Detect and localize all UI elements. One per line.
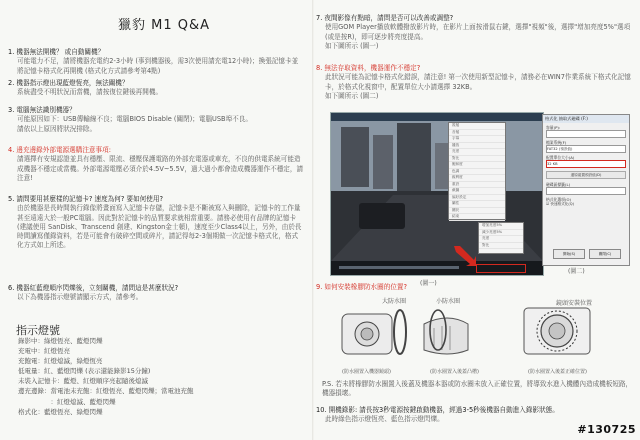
legend-row: 充電中：紅燈恆亮 xyxy=(18,347,70,356)
options-label: 格式化選項(O) xyxy=(546,197,571,202)
indicator-legend xyxy=(18,336,194,417)
menu-item[interactable]: 增加亮度5% xyxy=(479,223,523,230)
checkbox-icon[interactable]: ☑ xyxy=(546,202,550,206)
menu-item[interactable]: 結束 xyxy=(449,214,505,221)
answer-2: 系統盡受不明狀況而當機，請按復位鍵後再開機。 xyxy=(17,88,163,97)
step-caption-1: (防水圈置入機器鏡頭) xyxy=(342,369,391,375)
answer-3-a: 可能原因如下：USB傳輸線不良；電腦BIOS Disable (關閉)；電腦USB埠不良。 xyxy=(17,115,252,124)
page-title: 獵豹 M1 Q&A xyxy=(118,18,211,33)
submenu[interactable] xyxy=(478,222,524,254)
menu-item[interactable]: 銳利度 xyxy=(449,175,505,182)
big-ring-label: 大防水圈 xyxy=(382,298,407,305)
menu-item[interactable]: 色調 xyxy=(449,169,505,176)
small-ring-label: 小防水圈 xyxy=(436,298,461,305)
menu-item[interactable]: 字幕 xyxy=(449,136,505,143)
menu-item[interactable]: 對比 xyxy=(479,243,523,250)
figure-1-caption: (圖一) xyxy=(420,280,437,287)
menu-item[interactable]: 截圖 xyxy=(449,188,505,195)
close-button[interactable]: 關閉(C) xyxy=(589,249,621,259)
qa-item-7 xyxy=(316,14,634,51)
capacity-select[interactable] xyxy=(546,130,626,138)
menu-item[interactable]: 重設 xyxy=(449,182,505,189)
page-fold xyxy=(312,0,314,440)
question-9: 9. 如何安裝橡膠防水圈的位置? xyxy=(316,283,408,291)
ps-text: P.S. 若未將橡膠防水圈置入後蓋及機器本器或防水圈未放入正確位置，將導致水進入機體內造成機板短路，機器損壞。 xyxy=(322,380,633,398)
qa-item-6 xyxy=(8,284,304,303)
answer-1: 可能電力不足，請將機器充電約2-3小時 (事到機器後，需3次使用請充電12小時)；換張記憶卡並將記憶卡格式化再開機 (格式化方式請參考第4點) xyxy=(17,57,299,75)
highlight-box xyxy=(476,264,526,273)
question-4: 4. 邊充邊錄外部電源選購注意事項: xyxy=(8,146,111,154)
camera-body-3 xyxy=(524,308,590,354)
unit-select[interactable]: 32 KB xyxy=(546,160,626,168)
menu-item[interactable]: 亮度 xyxy=(479,236,523,243)
answer-8-b: 如下圖所示 (圖二) xyxy=(325,91,379,100)
big-ring xyxy=(394,310,406,354)
legend-row: 格式化：藍燈恆亮、綠燈閃爍 xyxy=(18,407,103,416)
ps-note xyxy=(322,380,634,399)
qa-item-8 xyxy=(316,64,634,101)
qa-item-5 xyxy=(8,195,304,251)
waterproof-ring-diagram xyxy=(338,300,638,368)
menu-item[interactable]: 屬性 xyxy=(449,201,505,208)
menu-item[interactable]: 飽和度 xyxy=(449,162,505,169)
menu-item[interactable]: 亮度 xyxy=(449,149,505,156)
qa-item-2 xyxy=(8,79,304,98)
menu-item[interactable]: 偏好設定 xyxy=(449,195,505,202)
answer-10: 此時綠色指示燈恆亮、藍色指示燈閃爍。 xyxy=(325,415,444,424)
question-6: 6. 機器紅藍燈順序閃爍後，立刻關機，請問這是甚麼狀況? xyxy=(8,284,179,292)
legend-row: 錄影中：綠燈恆亮、藍燈閃爍 xyxy=(18,337,103,345)
qa-item-1 xyxy=(8,48,304,76)
qa-item-9 xyxy=(316,283,634,292)
legend-row: ：紅燈熄滅、藍燈閃爍 xyxy=(18,397,116,406)
volume-label-input[interactable] xyxy=(546,187,626,195)
answer-4: 請選擇有安規認證並具有穩壓、限流、穩壓保護電路的外部充電器或車充，不良的供電系統可能造成機器不穩定或當機。外部電源電壓必須介於4.5V~5.5V，過大過小都會造成機器運作不穩定，請注意! xyxy=(17,155,304,182)
answer-7-b: 如下圖所示 (圖一) xyxy=(325,41,379,50)
question-10: 10. 開機錄影: 請長按3秒電源按鍵啟動機器，經過3-5秒後機器自動進入錄影狀態。 xyxy=(316,406,559,414)
qa-item-3 xyxy=(8,106,304,134)
legend-row: 充飽電：紅燈熄滅，綠燈恆亮 xyxy=(18,357,103,366)
answer-6: 以下為機器指示燈號請顯示方式，請參考。 xyxy=(17,293,143,302)
menu-item[interactable]: 視頻 xyxy=(449,123,505,130)
indicator-legend-title: 指示燈號 xyxy=(16,324,60,337)
fs-select[interactable]: FAT32 (預設值) xyxy=(546,145,626,153)
quick-format-label: 快速格式化(Q) xyxy=(550,202,574,206)
start-button[interactable]: 開始(S) xyxy=(553,249,585,259)
fs-label: 檔案系統(F) xyxy=(546,140,567,145)
menu-item[interactable]: 減少亮度5% xyxy=(479,230,523,237)
figure-2-caption: (圖二) xyxy=(568,268,585,275)
label-label: 磁碟區標籤(L) xyxy=(546,182,571,187)
dialog-title: 格式化 抽取式磁碟 (F:) xyxy=(543,115,629,123)
legend-row: 低電量：紅、藍燈閃爍 (表示還能錄影15分鐘) xyxy=(18,367,151,376)
menu-item[interactable]: 播放 xyxy=(449,143,505,150)
question-3: 3. 電腦無法識別機器？ xyxy=(8,106,76,114)
legend-row: 邊充邊錄：當電池未充飽：紅燈恆亮、藍燈閃爍；當電池充飽 xyxy=(18,387,194,396)
question-8: 8. 無法存取資料，機器運作不穩定? xyxy=(316,64,421,72)
step-caption-3: (防水圈置入後蓋正確位置) xyxy=(528,369,587,375)
image-id-badge: #130725 xyxy=(577,423,636,436)
camera-body-1 xyxy=(342,314,392,354)
restore-button[interactable]: 還原裝置預設值(D) xyxy=(546,171,626,179)
lens-position-label: 鏡頭安裝位置 xyxy=(556,300,593,307)
unit-label: 配置單位大小(A) xyxy=(546,155,575,160)
question-7: 7. 夜間影像有點暗，請問是否可以改善或調整? xyxy=(316,14,454,22)
question-1: 1. 機器無法開機？ 或自動關機？ xyxy=(8,48,105,56)
red-arrow-icon xyxy=(452,244,478,268)
answer-7-a: 使用GOM Player播放軟體撥放影片時，在影片上面按滑鼠右鍵，選擇"視頻"後，選擇"增加亮度5%"選項 (或是按R)，即可逐步將亮度提高。 xyxy=(325,23,631,41)
question-2: 2. 機器指示燈出現藍燈恆亮，無法關機？ xyxy=(8,79,129,87)
qa-item-4 xyxy=(8,146,304,183)
menu-item[interactable]: 音頻 xyxy=(449,130,505,137)
question-5: 5. 請問要用甚麼樣的記憶卡? 速度為何? 要如何使用? xyxy=(8,195,163,203)
menu-item[interactable]: 關於 xyxy=(449,208,505,215)
step-caption-2: (防水圈置入後蓋凸槽) xyxy=(430,369,479,375)
menu-item[interactable]: 對比 xyxy=(449,156,505,163)
format-dialog xyxy=(542,114,630,266)
qa-item-10 xyxy=(316,406,634,425)
legend-row: 未裝入記憶卡：藍燈、紅燈順序亮起隨後熄滅 xyxy=(18,377,148,386)
answer-5: 由於機器是長時間執行錄像將畫面寫入記憶卡存儲，記憶卡是不斷被寫入與刪除，記憶卡的工作量甚至遠遠大於一般PC電腦。因此對於記憶卡的品質要求就相當重要。請務必使用有品牌的記憶卡 (建議使用 SanDisk、Transcend 創建、Kingston金士頓)，速度至少Class4以上，另外，由於長時間讀寫僅錄資料，若是可能會有破碎空間或碎片，請記得每2-3個期做一次記憶卡格式化，格式化方式如上所述。 xyxy=(17,204,302,250)
capacity-label: 容量(P): xyxy=(546,125,561,130)
context-menu[interactable] xyxy=(448,122,506,220)
answer-3-b: 請依以上原因將狀況排除。 xyxy=(17,124,97,133)
answer-8-a: 此狀況可能為記憶卡格式化錯誤，請注意! 第一次使用新型記憶卡，請務必在WIN7作業系統下格式化記憶卡，於格式化視窗中，配置單位大小請選擇 32KB。 xyxy=(325,73,631,91)
